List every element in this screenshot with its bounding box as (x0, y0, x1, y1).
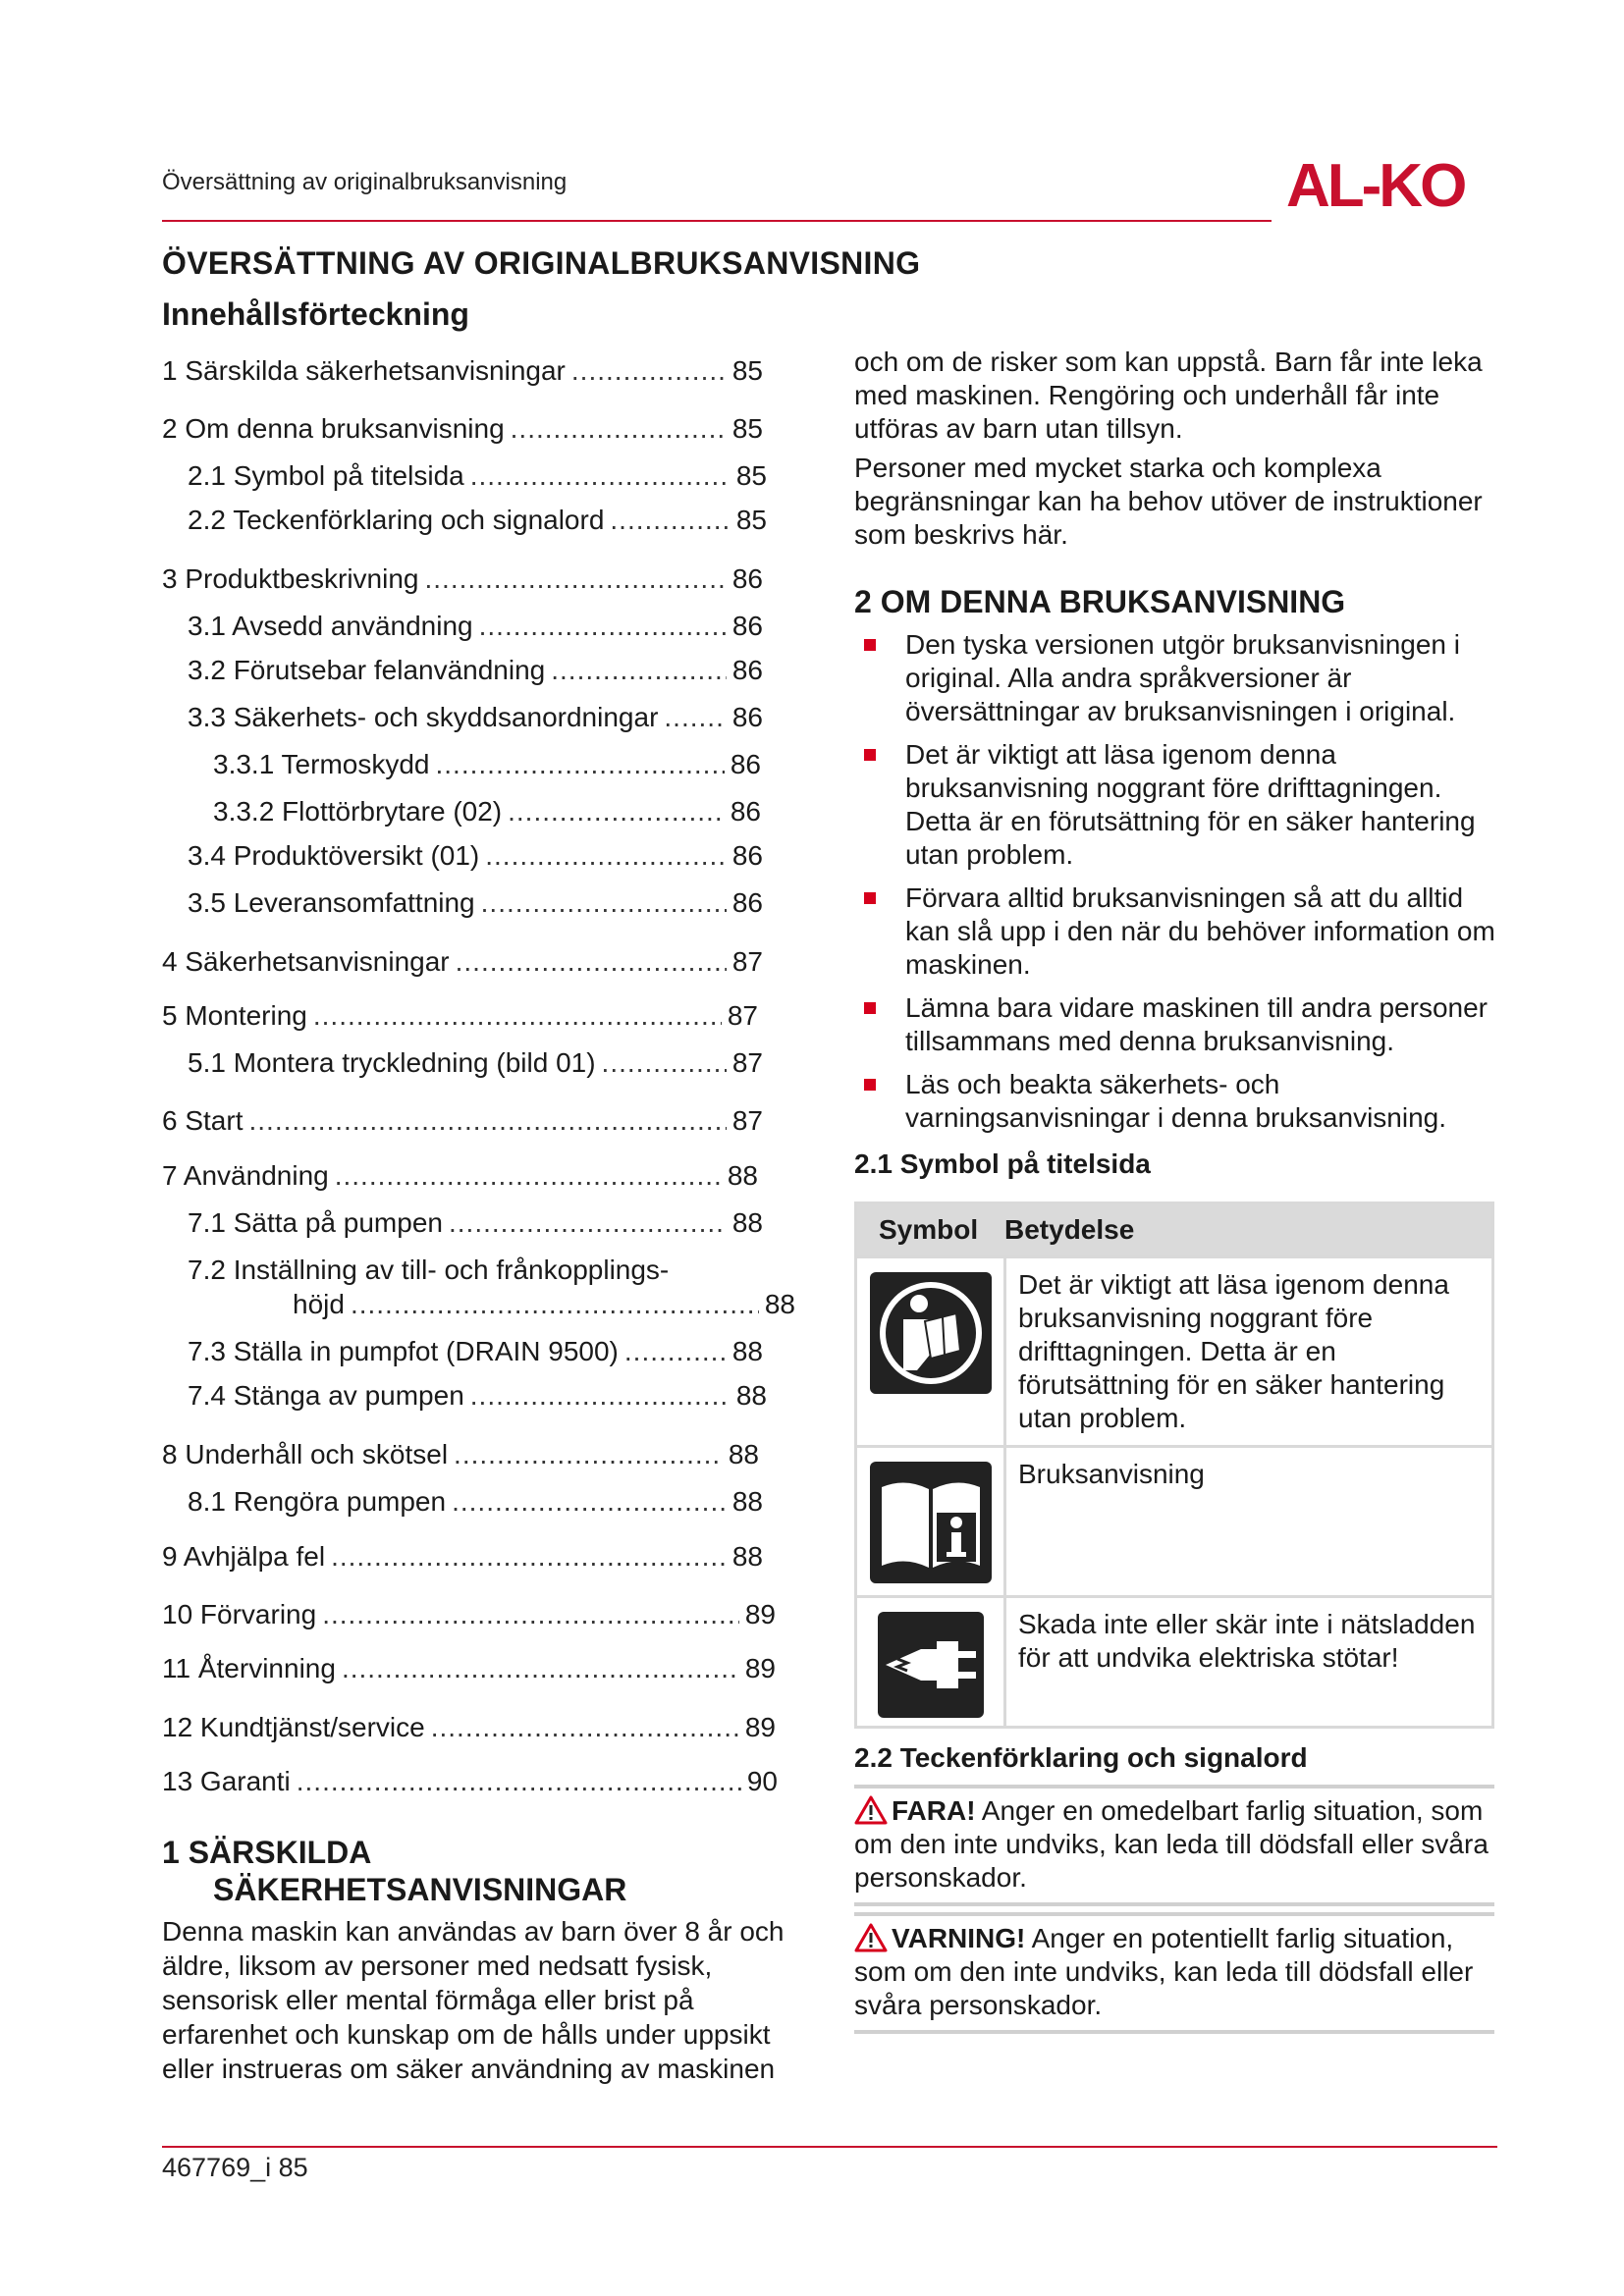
toc-item[interactable]: 8 Underhåll och skötsel ..... 88 (162, 1439, 759, 1470)
toc-item[interactable]: 3.4 Produktöversikt (01) ..... 86 (188, 840, 763, 872)
toc-item[interactable]: 7 Användning ..... 88 (162, 1160, 758, 1192)
list-item: Lämna bara vidare maskinen till andra personer tillsammans med denna bruksanvisning. (854, 991, 1502, 1058)
signal-description: Anger en omedelbart farlig situation, som om den inte undviks, kan leda till dödsfall eller svåra personskador. (854, 1795, 1489, 1893)
signal-description: Anger en potentiellt farlig situation, som om den inte undviks, kan leda till dödsfall eller svåra personskador. (854, 1923, 1474, 2020)
column-header-symbol: Symbol (879, 1214, 979, 1245)
bullet-square-icon (864, 639, 876, 651)
subsection-2-1-heading: 2.1 Symbol på titelsida (854, 1148, 1151, 1179)
toc-item[interactable]: 9 Avhjälpa fel ..... 88 (162, 1541, 763, 1573)
limitations-paragraph: Personer med mycket starka och komplexa begränsningar kan ha behov utöver de instruktioner som beskrivs här. (854, 453, 1483, 550)
toc-item[interactable]: 7.1 Sätta på pumpen ..... 88 (188, 1207, 763, 1239)
toc-item[interactable]: 1 Särskilda säkerhetsanvisningar ..... 85 (162, 355, 763, 387)
toc-item[interactable]: 7.2 Inställning av till- och frånkopplings- (188, 1255, 670, 1285)
bullet-square-icon (864, 892, 876, 904)
column-header-meaning: Betydelse (1004, 1214, 1135, 1245)
footer-page-label: 467769_i 85 (162, 2153, 308, 2182)
svg-text:AL-KO: AL-KO (1286, 155, 1465, 214)
list-item: Läs och beakta säkerhets- och varningsanvisningar i denna bruksanvisning. (854, 1068, 1502, 1135)
toc-item[interactable]: 12 Kundtjänst/service ..... 89 (162, 1712, 776, 1743)
table-row (857, 1255, 1491, 1445)
damaged-cable-icon (857, 1598, 1006, 1726)
toc-item[interactable]: 11 Återvinning ..... 89 (162, 1653, 776, 1684)
bullet-square-icon (864, 749, 876, 761)
signal-keyword: VARNING! (892, 1923, 1026, 1953)
toc-item[interactable]: 3.2 Förutsebar felanvändning ..... 86 (188, 655, 763, 686)
list-item: Den tyska versionen utgör bruksanvisningen i original. Alla andra språkversioner är översättningar av bruksanvisningen i original. (854, 628, 1502, 728)
toc-item[interactable]: 8.1 Rengöra pumpen ..... 88 (188, 1486, 763, 1518)
toc-item[interactable]: 7.4 Stänga av pumpen ..... 88 (188, 1380, 767, 1412)
toc-item[interactable]: 3.3.2 Flottörbrytare (02) ..... 86 (213, 796, 761, 828)
list-item: Förvara alltid bruksanvisningen så att du alltid kan slå upp i den när du behöver information om maskinen. (854, 881, 1502, 982)
continued-paragraph: och om de risker som kan uppstå. Barn får inte leka med maskinen. Rengöring och underhåll får inte utföras av barn utan tillsyn. (854, 347, 1483, 444)
bullet-square-icon (864, 1079, 876, 1091)
toc-item[interactable]: 2 Om denna bruksanvisning ..... 85 (162, 413, 763, 445)
section-1-body: Denna maskin kan användas av barn över 8 år och äldre, liksom av personer med nedsatt fysisk, sensorisk eller mental förmåga eller brist på erfarenhet och kunskap om de hålls under uppsikt eller instrueras om säker användning av maskinen (162, 1916, 785, 2084)
toc-item[interactable]: 7.3 Ställa in pumpfot (DRAIN 9500) ..... 88 (188, 1336, 763, 1367)
bullet-square-icon (864, 1002, 876, 1014)
header-label: Översättning av originalbruksanvisning (162, 169, 568, 195)
read-manual-icon (857, 1258, 1006, 1445)
table-row (857, 1595, 1491, 1726)
danger-signal-box (854, 1785, 1494, 1906)
manual-info-icon (857, 1448, 1006, 1595)
toc-title: Innehållsförteckning (162, 296, 469, 332)
symbol-meaning: Bruksanvisning (1018, 1459, 1205, 1489)
subsection-2-2-heading: 2.2 Teckenförklaring och signalord (854, 1742, 1308, 1773)
symbol-table (854, 1201, 1494, 1729)
section-2-bullet-list (854, 628, 1502, 1145)
toc-item[interactable]: 10 Förvaring ..... 89 (162, 1599, 776, 1630)
toc-item[interactable]: 5.1 Montera tryckledning (bild 01) ..... 87 (188, 1047, 763, 1079)
symbol-meaning: Skada inte eller skär inte i nätsladden för att undvika elektriska stötar! (1018, 1609, 1476, 1673)
toc-item[interactable]: 3.3 Säkerhets- och skyddsanordningar ..... 86 (188, 702, 763, 733)
table-row (857, 1445, 1491, 1595)
toc-item[interactable]: 4 Säkerhetsanvisningar ..... 87 (162, 946, 763, 978)
section-2-heading: 2 OM DENNA BRUKSANVISNING (854, 584, 1346, 619)
list-item: Det är viktigt att läsa igenom denna bruksanvisning noggrant före drifttagningen. Detta är en förutsättning för en säker hantering utan problem. (854, 738, 1502, 872)
toc-item[interactable]: höjd ..... 88 (293, 1289, 795, 1320)
toc-item[interactable]: 3.3.1 Termoskydd ..... 86 (213, 749, 761, 780)
symbol-meaning: Det är viktigt att läsa igenom denna bruksanvisning noggrant före drifttagningen. Detta är en förutsättning för en säker hantering utan problem. (1018, 1269, 1449, 1433)
toc-item[interactable]: 6 Start ..... 87 (162, 1105, 763, 1137)
section-1-heading: 1 SÄRSKILDA SÄKERHETSANVISNINGAR (162, 1835, 627, 1907)
toc-item[interactable]: 3 Produktbeskrivning ..... 86 (162, 563, 763, 595)
warning-signal-box (854, 1912, 1494, 2034)
toc-item[interactable]: 13 Garanti ..... 90 (162, 1766, 778, 1797)
signal-keyword: FARA! (892, 1795, 976, 1826)
toc-item[interactable]: 5 Montering ..... 87 (162, 1000, 758, 1032)
page-title: ÖVERSÄTTNING AV ORIGINALBRUKSANVISNING (162, 245, 921, 281)
toc-item[interactable]: 3.5 Leveransomfattning ..... 86 (188, 887, 763, 919)
toc-item[interactable]: 3.1 Avsedd användning ..... 86 (188, 611, 763, 642)
warning-triangle-icon (854, 1795, 888, 1825)
toc-item[interactable]: 2.2 Teckenförklaring och signalord ..... 85 (188, 505, 767, 536)
footer-rule (162, 2146, 1497, 2148)
toc-item[interactable]: 2.1 Symbol på titelsida ..... 85 (188, 460, 767, 492)
header-rule (162, 220, 1272, 222)
warning-triangle-icon (854, 1923, 888, 1952)
table-header (857, 1204, 1491, 1255)
alko-logo (1286, 155, 1497, 214)
